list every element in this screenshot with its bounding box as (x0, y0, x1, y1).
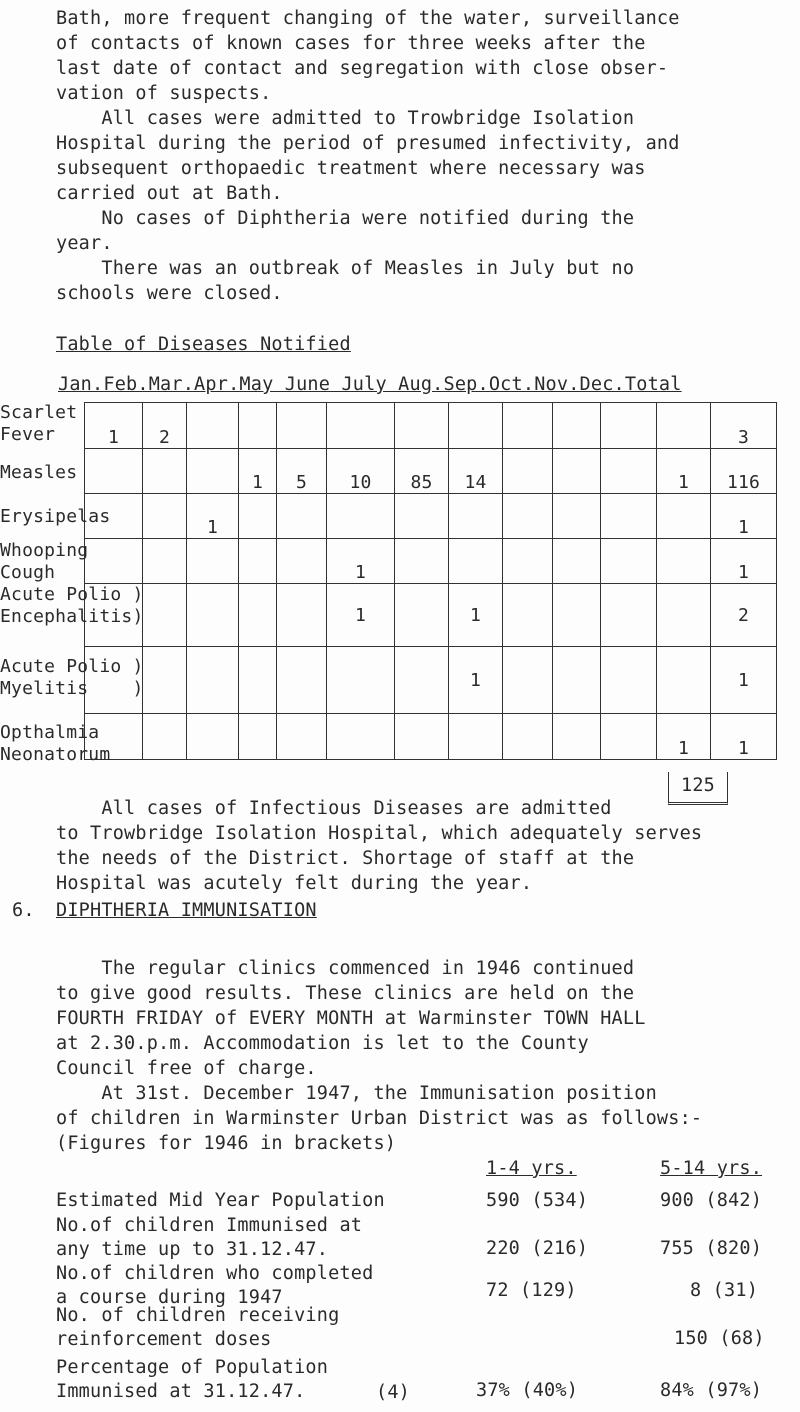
cell (277, 494, 327, 539)
text-line: (Figures for 1946 in brackets) (56, 1133, 397, 1154)
imm-value: 84% (97%) (660, 1380, 763, 1401)
cell (657, 539, 711, 584)
total-cell: 1 (711, 647, 777, 714)
cell (657, 403, 711, 449)
cell (553, 403, 601, 449)
imm-value: 8 (31) (690, 1280, 759, 1301)
cell (143, 714, 187, 760)
cell (503, 403, 553, 449)
intro-line: vation of suspects. (56, 83, 272, 104)
cell (503, 449, 553, 494)
text-line: The regular clinics commenced in 1946 continued (56, 958, 635, 979)
imm-value: 590 (534) (486, 1190, 589, 1211)
intro-line: No cases of Diphtheria were notified during the (56, 208, 635, 229)
cell (187, 539, 239, 584)
cell (657, 584, 711, 647)
cell (395, 647, 449, 714)
cell (327, 714, 395, 760)
cell (143, 584, 187, 647)
row-label: Acute Polio ) Encephalitis) (0, 584, 144, 627)
cell (239, 714, 277, 760)
cell: 10 (327, 449, 395, 494)
cell (553, 539, 601, 584)
cell (601, 449, 657, 494)
cell (449, 714, 503, 760)
cell: 14 (449, 449, 503, 494)
cell (143, 494, 187, 539)
cell (187, 403, 239, 449)
text-line: to give good results. These clinics are held on the (56, 983, 635, 1004)
text-line: at 2.30.p.m. Accommodation is let to the County (56, 1033, 589, 1054)
row-label: Measles (0, 462, 78, 483)
row-label: Scarlet Fever (0, 402, 78, 445)
intro-line: schools were closed. (56, 283, 283, 304)
cell: 1 (657, 449, 711, 494)
text-line: Hospital was acutely felt during the year. (56, 873, 533, 894)
imm-value: 72 (129) (486, 1280, 577, 1301)
cell: 1 (657, 714, 711, 760)
cell (239, 494, 277, 539)
table-row (85, 539, 777, 584)
imm-row-label: No. of children receiving reinforcement doses (56, 1305, 340, 1350)
text-line: of children in Warminster Urban District was as follows:- (56, 1108, 703, 1129)
cell (553, 584, 601, 647)
cell (601, 714, 657, 760)
cell: 1 (327, 584, 395, 647)
cell (503, 647, 553, 714)
table-row (85, 403, 777, 449)
cell (601, 403, 657, 449)
cell (277, 647, 327, 714)
total-cell: 116 (711, 449, 777, 494)
cell (143, 539, 187, 584)
cell (239, 403, 277, 449)
cell: 1 (449, 584, 503, 647)
cell (553, 714, 601, 760)
cell (187, 584, 239, 647)
cell: 5 (277, 449, 327, 494)
cell (503, 494, 553, 539)
cell: 1 (85, 403, 143, 449)
table-row (85, 494, 777, 539)
cell (553, 449, 601, 494)
cell (503, 714, 553, 760)
cell (601, 647, 657, 714)
column-header: 1-4 yrs. (486, 1158, 577, 1179)
intro-line: carried out at Bath. (56, 183, 283, 204)
cell (327, 647, 395, 714)
imm-value: 755 (820) (660, 1238, 763, 1259)
cell (327, 403, 395, 449)
disease-table (0, 374, 800, 796)
cell (395, 714, 449, 760)
cell (187, 647, 239, 714)
imm-row-label: No.of children who completed a course during 1947 (56, 1263, 374, 1308)
section-text (56, 956, 702, 1156)
cell (85, 539, 143, 584)
cell (657, 647, 711, 714)
table-row (85, 584, 777, 647)
text-line: the needs of the District. Shortage of staff at the (56, 848, 635, 869)
page-number: (4) (376, 1382, 411, 1403)
imm-value: 37% (40%) (476, 1380, 579, 1401)
intro-text (56, 6, 680, 306)
imm-value: 150 (68) (674, 1328, 765, 1349)
table-title: Table of Diseases Notified (56, 334, 351, 355)
row-label: Opthalmia Neonatorum (0, 722, 111, 765)
cell (503, 539, 553, 584)
cell: 1 (449, 647, 503, 714)
cell: 1 (327, 539, 395, 584)
cell (277, 584, 327, 647)
cell (187, 449, 239, 494)
cell (277, 403, 327, 449)
intro-line: There was an outbreak of Measles in July but no (56, 258, 635, 279)
cell (553, 647, 601, 714)
intro-line: year. (56, 233, 113, 254)
intro-line: of contacts of known cases for three weeks after the (56, 33, 646, 54)
cell: 2 (143, 403, 187, 449)
imm-value: 220 (216) (486, 1238, 589, 1259)
intro-line: subsequent orthopaedic treatment where necessary was (56, 158, 646, 179)
cell (277, 539, 327, 584)
cell (395, 494, 449, 539)
cell: 85 (395, 449, 449, 494)
intro-line: last date of contact and segregation with close obser- (56, 58, 669, 79)
cell (395, 539, 449, 584)
disease-grid (84, 402, 777, 760)
cell (143, 647, 187, 714)
row-label: Whooping Cough (0, 540, 89, 583)
text-line: to Trowbridge Isolation Hospital, which adequately serves (56, 823, 703, 844)
table-row (85, 647, 777, 714)
section-title: DIPHTHERIA IMMUNISATION (56, 900, 317, 921)
total-cell: 1 (711, 714, 777, 760)
text-line: At 31st. December 1947, the Immunisation position (56, 1083, 657, 1104)
cell: 1 (187, 494, 239, 539)
cell (449, 403, 503, 449)
row-label: Erysipelas (0, 506, 111, 527)
month-header: Jan.Feb.Mar.Apr.May June July Aug.Sep.Oct.Nov.Dec.Total (58, 374, 682, 395)
table-row (85, 449, 777, 494)
after-table-text (56, 796, 702, 896)
text-line: Council free of charge. (56, 1058, 317, 1079)
text-line: All cases of Infectious Diseases are admitted (56, 798, 612, 819)
total-cell: 3 (711, 403, 777, 449)
cell (395, 584, 449, 647)
total-cell: 2 (711, 584, 777, 647)
table-row (85, 714, 777, 760)
cell: 1 (239, 449, 277, 494)
section-number: 6. (12, 900, 35, 921)
cell (239, 539, 277, 584)
imm-row-label: Estimated Mid Year Population (56, 1190, 385, 1211)
immunisation-table (56, 1158, 796, 1402)
cell (601, 584, 657, 647)
cell (187, 714, 239, 760)
cell (449, 539, 503, 584)
cell (657, 494, 711, 539)
cell (395, 403, 449, 449)
cell (239, 647, 277, 714)
intro-line: Hospital during the period of presumed infectivity, and (56, 133, 680, 154)
total-cell: 1 (711, 494, 777, 539)
cell (85, 449, 143, 494)
cell (449, 494, 503, 539)
imm-row-label: No.of children Immunised at any time up to 31.12.47. (56, 1215, 363, 1260)
cell (601, 494, 657, 539)
total-cell: 1 (711, 539, 777, 584)
cell (239, 584, 277, 647)
cell (553, 494, 601, 539)
cell (601, 539, 657, 584)
cell (503, 584, 553, 647)
text-line: FOURTH FRIDAY of EVERY MONTH at Warminster TOWN HALL (56, 1008, 646, 1029)
intro-line: All cases were admitted to Trowbridge Isolation (56, 108, 635, 129)
grand-total: 125 (668, 772, 728, 805)
cell (143, 449, 187, 494)
row-label: Acute Polio ) Myelitis ) (0, 656, 144, 699)
intro-line: Bath, more frequent changing of the water, surveillance (56, 8, 680, 29)
imm-value: 900 (842) (660, 1190, 763, 1211)
column-header: 5-14 yrs. (660, 1158, 763, 1179)
cell (327, 494, 395, 539)
cell (277, 714, 327, 760)
imm-row-label: Percentage of Population Immunised at 31.12.47. (56, 1357, 329, 1402)
